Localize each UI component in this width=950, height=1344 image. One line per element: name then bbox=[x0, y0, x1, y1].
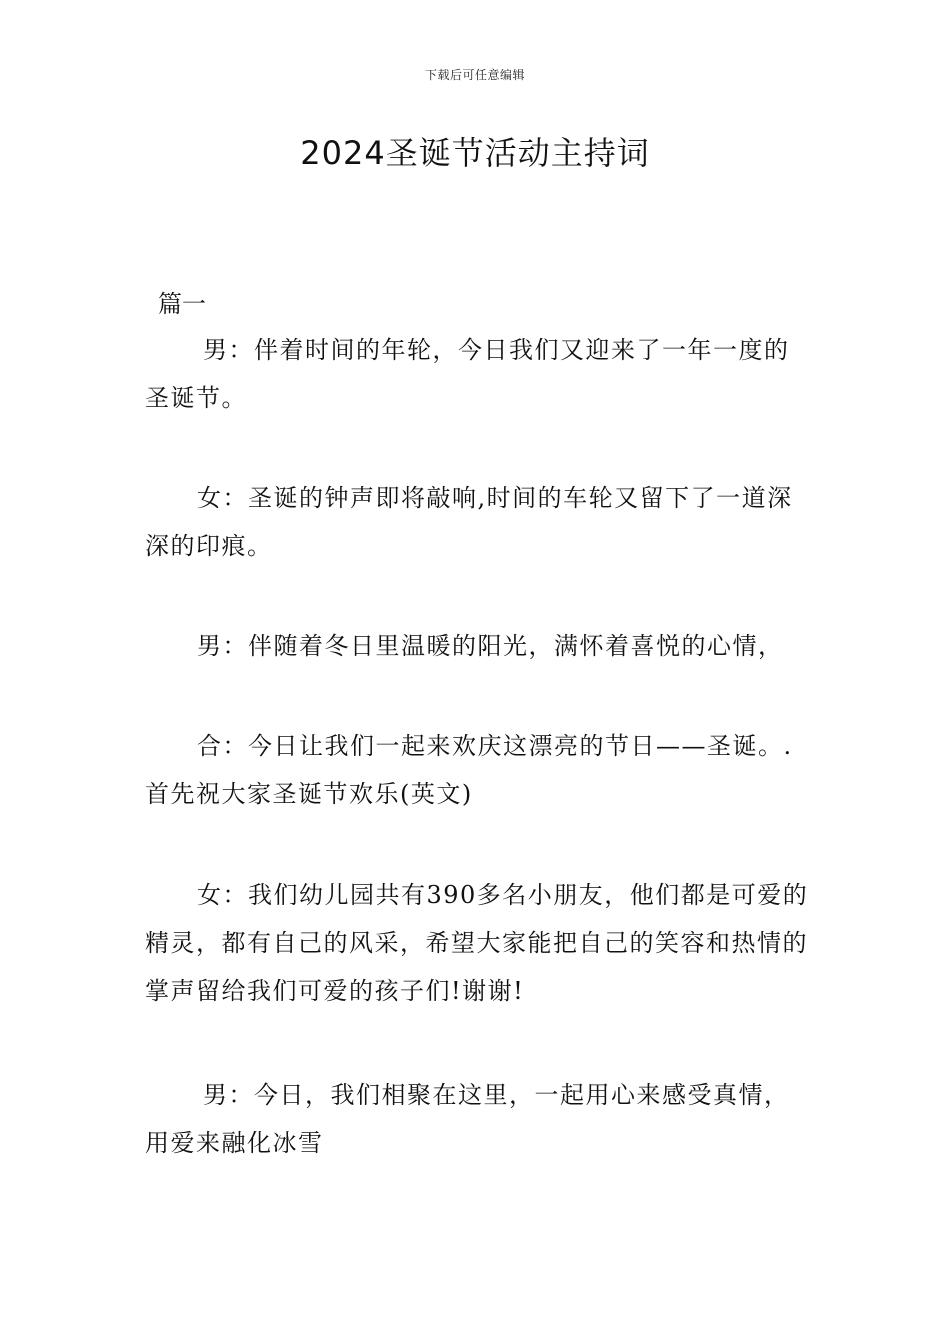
header-note: 下载后可任意编辑 bbox=[424, 68, 525, 82]
section-label: 篇一 bbox=[158, 290, 206, 318]
document-title: 2024圣诞节活动主持词 bbox=[300, 134, 650, 172]
paragraph-1: 男：伴着时间的年轮，今日我们又迎来了一年一度的圣诞节。 bbox=[145, 336, 790, 412]
paragraph-2: 女：圣诞的钟声即将敲响,时间的车轮又留下了一道深深的印痕。 bbox=[145, 484, 793, 560]
paragraph-5: 女：我们幼儿园共有390多名小朋友，他们都是可爱的精灵，都有自己的风采，希望大家能把自己的笑容和热情的掌声留给我们可爱的孩子们!谢谢! bbox=[145, 881, 809, 1005]
paragraph-3: 男：伴随着冬日里温暖的阳光，满怀着喜悦的心情， bbox=[197, 632, 784, 660]
paragraph-6: 男：今日，我们相聚在这里，一起用心来感受真情，用爱来融化冰雪 bbox=[145, 1081, 790, 1157]
paragraph-4: 合：今日让我们一起来欢庆这漂亮的节日——圣诞。.首先祝大家圣诞节欢乐(英文) bbox=[145, 732, 793, 808]
